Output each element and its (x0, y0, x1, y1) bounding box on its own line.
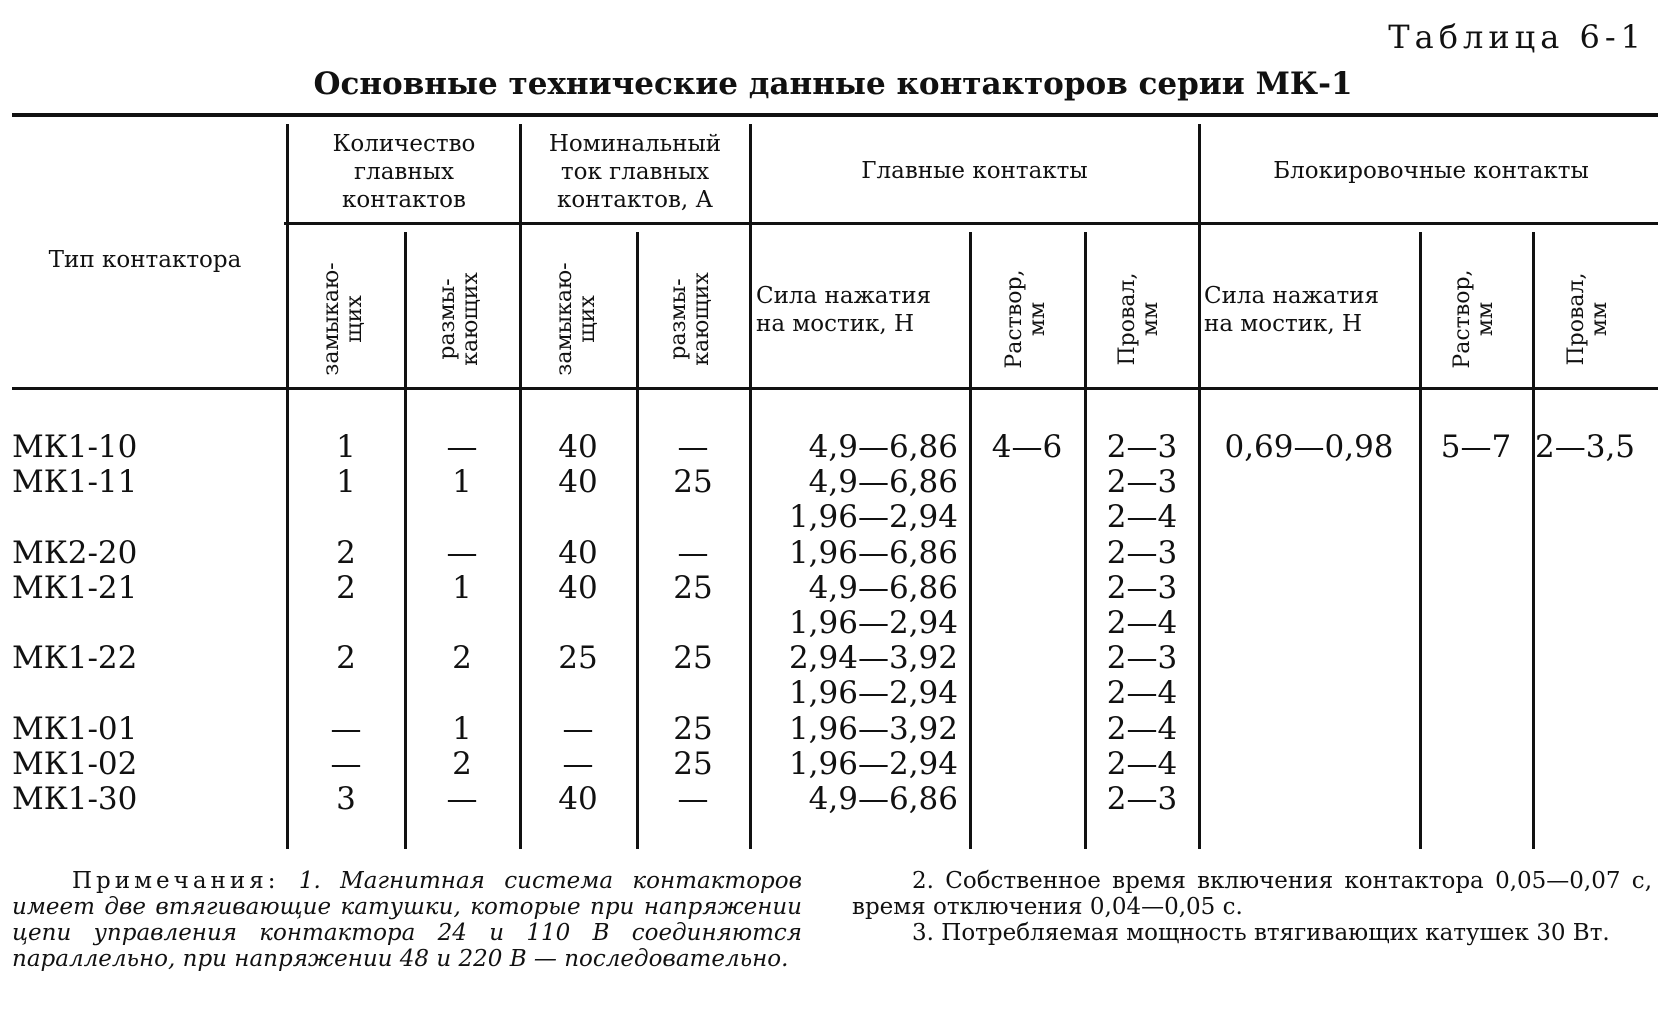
notes-label: Примечания: (72, 868, 280, 894)
cell-closing-current: 40 (558, 464, 598, 501)
cell-closing-count: 2 (336, 534, 356, 571)
header-opening: размы- кающих (435, 272, 483, 366)
header-opening-current: размы- кающих (666, 272, 714, 366)
header-block-gap: Раствор, мм (1450, 269, 1498, 369)
cell-main-force: 4,9—6,86 (808, 429, 958, 465)
col-rule (1198, 124, 1201, 849)
cell-main-force: 1,96—2,94 (788, 499, 958, 536)
cell-main-travel: 2—4 (1106, 710, 1178, 747)
cell-closing-count: 1 (336, 429, 356, 465)
cell-opening-current: 25 (673, 640, 713, 677)
cell-opening-count: — (446, 534, 478, 571)
cell-main-travel: 2—3 (1106, 429, 1178, 465)
cell-closing-count: — (330, 710, 362, 747)
cell-closing-current: 25 (558, 640, 598, 677)
header-type: Тип контактора (48, 247, 242, 273)
cell-main-travel: 2—3 (1106, 464, 1178, 501)
header-block-force: Сила нажатия на мостик, Н (1204, 283, 1380, 337)
cell-type: МК1-01 (12, 710, 138, 747)
top-rule (12, 113, 1658, 117)
cell-main-travel: 2—4 (1106, 675, 1178, 712)
note-1-text: 1. Магнитная система контакторов имеет две втягивающие катушки, которые при напряжении цепи управления контактора 24 и 110 В соединяются параллельно, при напряжении 48 и 220 В — последовательно. (12, 868, 802, 972)
cell-main-travel: 2—3 (1106, 569, 1178, 606)
header-block-travel: Провал, мм (1564, 272, 1612, 366)
cell-main-travel: 2—3 (1106, 781, 1178, 817)
header-main-force: Сила нажатия на мостик, Н (756, 283, 932, 337)
cell-opening-current: 25 (673, 710, 713, 747)
cell-type: МК1-21 (12, 569, 138, 606)
cell-closing-count: 3 (336, 781, 356, 817)
cell-opening-current: — (677, 429, 709, 465)
cell-closing-count: 1 (336, 464, 356, 501)
cell-opening-count: 1 (452, 464, 472, 501)
cell-opening-count: 2 (452, 640, 472, 677)
cell-main-force: 2,94—3,92 (788, 640, 958, 677)
cell-block-gap: 5—7 (1440, 429, 1512, 465)
cell-closing-current: 40 (558, 781, 598, 817)
cell-opening-current: 25 (673, 569, 713, 606)
header-sub-rule-1 (284, 222, 1658, 225)
header-closing-current: замыкаю- щих (552, 262, 600, 376)
cell-main-gap: 4—6 (991, 429, 1063, 465)
table-title: Основные технические данные контакторов серии МК-1 (313, 66, 1353, 102)
cell-main-force: 1,96—2,94 (788, 605, 958, 641)
cell-closing-current: 40 (558, 429, 598, 465)
cell-closing-count: 2 (336, 569, 356, 606)
cell-closing-count: 2 (336, 640, 356, 677)
cell-opening-count: 1 (452, 710, 472, 747)
cell-main-travel: 2—3 (1106, 534, 1178, 571)
cell-type: МК1-22 (12, 640, 138, 677)
header-current: Номинальный ток главных контактов, А (548, 131, 722, 213)
header-main-travel: Провал, мм (1115, 272, 1163, 366)
cell-main-force: 1,96—2,94 (788, 675, 958, 712)
cell-opening-count: — (446, 429, 478, 465)
cell-main-force: 1,96—2,94 (788, 745, 958, 782)
cell-block-force: 0,69—0,98 (1224, 429, 1394, 465)
col-rule (1532, 232, 1535, 849)
cell-main-travel: 2—3 (1106, 640, 1178, 677)
cell-opening-count: 1 (452, 569, 472, 606)
col-rule (1419, 232, 1422, 849)
header-block-contacts: Блокировочные контакты (1273, 158, 1589, 184)
cell-opening-current: 25 (673, 464, 713, 501)
cell-opening-count: — (446, 781, 478, 817)
cell-main-travel: 2—4 (1106, 745, 1178, 782)
header-closing: замыкаю- щих (319, 262, 367, 376)
cell-main-force: 1,96—6,86 (788, 534, 958, 571)
cell-closing-count: — (330, 745, 362, 782)
note-1 (12, 868, 802, 972)
cell-main-force: 4,9—6,86 (808, 781, 958, 817)
cell-type: МК1-30 (12, 781, 138, 817)
cell-closing-current: 40 (558, 569, 598, 606)
cell-opening-current: 25 (673, 745, 713, 782)
cell-block-travel: 2—3,5 (1535, 429, 1636, 465)
col-rule (969, 232, 972, 849)
cell-main-force: 4,9—6,86 (808, 464, 958, 501)
cell-opening-current: — (677, 534, 709, 571)
cell-main-travel: 2—4 (1106, 499, 1178, 536)
cell-type: МК1-02 (12, 745, 138, 782)
note-2: 2. Собственное время включения контактора 0,05—0,07 с, время отключения 0,04—0,05 с. (852, 868, 1652, 920)
cell-main-travel: 2—4 (1106, 605, 1178, 641)
col-rule (286, 124, 289, 849)
cell-type: МК1-11 (12, 464, 138, 501)
table-caption: Таблица 6-1 (1388, 18, 1646, 56)
header-bottom-rule (12, 387, 1658, 390)
cell-closing-current: — (562, 710, 594, 747)
cell-opening-count: 2 (452, 745, 472, 782)
cell-closing-current: — (562, 745, 594, 782)
cell-type: МК1-10 (12, 429, 138, 465)
cell-main-force: 4,9—6,86 (808, 569, 958, 606)
cell-main-force: 1,96—3,92 (788, 710, 958, 747)
note-3: 3. Потребляемая мощность втягивающих катушек 30 Вт. (912, 920, 1610, 946)
header-num-main: Количество главных контактов (332, 131, 476, 213)
header-main-contacts: Главные контакты (861, 158, 1088, 184)
cell-closing-current: 40 (558, 534, 598, 571)
cell-type: МК2-20 (12, 534, 138, 571)
cell-opening-current: — (677, 781, 709, 817)
header-main-gap: Раствор, мм (1002, 269, 1050, 369)
